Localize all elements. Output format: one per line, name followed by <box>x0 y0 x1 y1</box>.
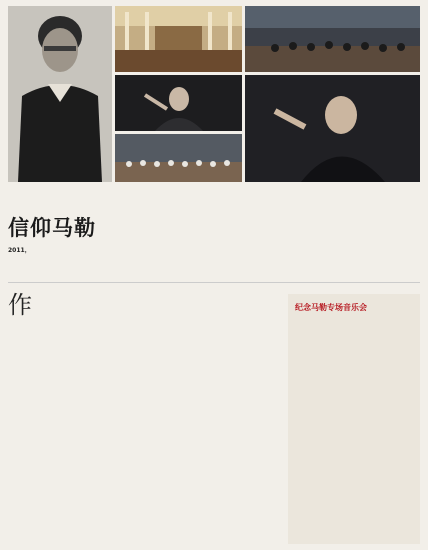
divider <box>8 282 420 283</box>
photo-conductor-2 <box>245 75 420 182</box>
portrait-mahler <box>8 6 112 182</box>
article-lead <box>8 246 420 255</box>
photo-concert-hall <box>115 6 242 72</box>
concert-event <box>295 341 413 346</box>
concert-event <box>295 385 413 390</box>
concert-schedule-sidebar <box>288 294 420 544</box>
photo-orchestra-wide <box>115 134 242 182</box>
article-title: 信仰马勒 <box>8 216 96 240</box>
concert-event <box>295 374 413 379</box>
article-column-b <box>146 294 274 544</box>
dropcap: 作 <box>8 291 32 319</box>
article-column-a <box>8 291 136 544</box>
concert-event <box>295 396 413 401</box>
sidebar-title: 纪念马勒专场音乐会 <box>295 303 367 312</box>
concert-event <box>295 363 413 368</box>
concert-event <box>295 352 413 357</box>
concert-event <box>295 330 413 335</box>
photo-conductor <box>115 75 242 131</box>
concert-event <box>295 319 413 324</box>
lead-year: 2011， <box>8 247 31 254</box>
photo-orchestra-stage <box>245 6 420 72</box>
